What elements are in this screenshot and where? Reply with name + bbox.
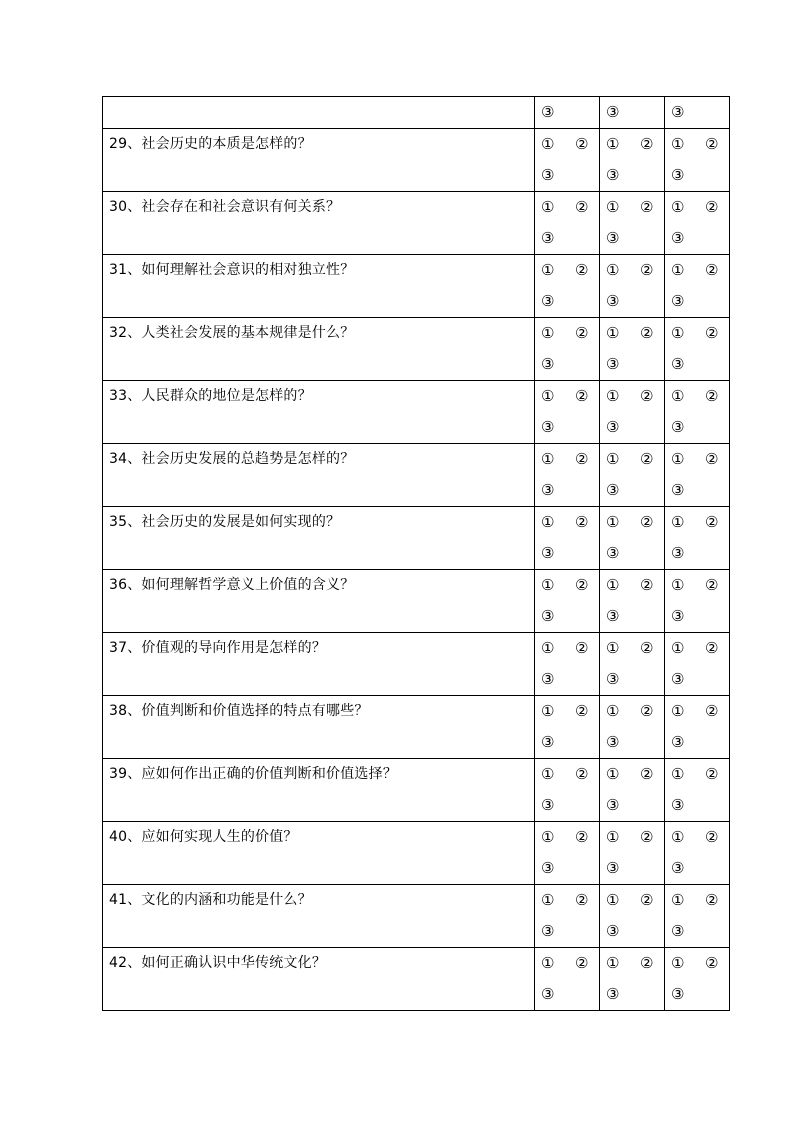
option-three-mark[interactable]: ③ bbox=[671, 859, 685, 877]
option-two-mark[interactable]: ② bbox=[705, 639, 719, 657]
option-two-mark[interactable]: ② bbox=[705, 954, 719, 972]
option-three-mark[interactable]: ③ bbox=[671, 103, 685, 121]
option-three-mark[interactable]: ③ bbox=[671, 166, 685, 184]
option-one-mark[interactable]: ① bbox=[541, 261, 555, 279]
option-one-mark[interactable]: ① bbox=[541, 576, 555, 594]
option-three-mark[interactable]: ③ bbox=[606, 418, 620, 436]
option-cell bbox=[535, 507, 600, 570]
option-three-mark[interactable]: ③ bbox=[606, 922, 620, 940]
question-cell bbox=[103, 885, 535, 948]
question-row bbox=[103, 381, 730, 444]
option-two-mark[interactable]: ② bbox=[640, 324, 654, 342]
question-cell bbox=[103, 948, 535, 1011]
option-two-mark[interactable]: ② bbox=[575, 954, 589, 972]
question-cell bbox=[103, 129, 535, 192]
option-two-mark[interactable]: ② bbox=[705, 702, 719, 720]
question-text: 40、应如何实现人生的价值？ bbox=[109, 829, 298, 845]
option-two-mark[interactable]: ② bbox=[705, 261, 719, 279]
question-row bbox=[103, 192, 730, 255]
option-one-mark[interactable]: ① bbox=[606, 828, 620, 846]
option-cell bbox=[535, 885, 600, 948]
option-two-mark[interactable]: ② bbox=[640, 513, 654, 531]
option-one-mark[interactable]: ① bbox=[541, 702, 555, 720]
option-one-mark[interactable]: ① bbox=[671, 828, 685, 846]
option-one-mark[interactable]: ① bbox=[671, 261, 685, 279]
option-one-mark[interactable]: ① bbox=[606, 135, 620, 153]
option-cell bbox=[600, 948, 665, 1011]
option-cell bbox=[600, 318, 665, 381]
option-two-mark[interactable]: ② bbox=[705, 513, 719, 531]
question-cell bbox=[103, 444, 535, 507]
option-one-mark[interactable]: ① bbox=[606, 387, 620, 405]
question-row bbox=[103, 633, 730, 696]
option-one-mark[interactable]: ① bbox=[671, 639, 685, 657]
question-row bbox=[103, 948, 730, 1011]
option-two-mark[interactable]: ② bbox=[705, 576, 719, 594]
continuation-question-cell bbox=[103, 97, 535, 129]
option-three-mark[interactable]: ③ bbox=[541, 166, 555, 184]
option-two-mark[interactable]: ② bbox=[640, 891, 654, 909]
option-three-mark[interactable]: ③ bbox=[606, 481, 620, 499]
option-cell bbox=[600, 507, 665, 570]
option-three-mark[interactable]: ③ bbox=[671, 670, 685, 688]
option-three-mark[interactable]: ③ bbox=[606, 229, 620, 247]
option-three-mark[interactable]: ③ bbox=[541, 229, 555, 247]
option-three-mark[interactable]: ③ bbox=[671, 607, 685, 625]
option-three-mark[interactable]: ③ bbox=[606, 670, 620, 688]
question-text: 41、文化的内涵和功能是什么？ bbox=[109, 892, 312, 908]
question-row bbox=[103, 318, 730, 381]
option-three-mark[interactable]: ③ bbox=[671, 418, 685, 436]
question-row bbox=[103, 570, 730, 633]
question-text: 34、社会历史发展的总趋势是怎样的？ bbox=[109, 451, 355, 467]
option-two-mark[interactable]: ② bbox=[640, 261, 654, 279]
option-three-mark[interactable]: ③ bbox=[606, 292, 620, 310]
option-three-mark[interactable]: ③ bbox=[671, 796, 685, 814]
option-cell bbox=[665, 444, 730, 507]
option-cell bbox=[535, 633, 600, 696]
option-three-mark[interactable]: ③ bbox=[541, 733, 555, 751]
option-one-mark[interactable]: ① bbox=[671, 576, 685, 594]
option-two-mark[interactable]: ② bbox=[640, 387, 654, 405]
option-cell bbox=[600, 192, 665, 255]
option-one-mark[interactable]: ① bbox=[671, 513, 685, 531]
question-text: 39、应如何作出正确的价值判断和价值选择？ bbox=[109, 766, 398, 782]
option-one-mark[interactable]: ① bbox=[671, 324, 685, 342]
option-cell bbox=[665, 885, 730, 948]
option-cell bbox=[535, 129, 600, 192]
option-two-mark[interactable]: ② bbox=[705, 765, 719, 783]
question-text: 42、如何正确认识中华传统文化？ bbox=[109, 955, 327, 971]
option-one-mark[interactable]: ① bbox=[671, 387, 685, 405]
question-row bbox=[103, 129, 730, 192]
option-one-mark[interactable]: ① bbox=[606, 576, 620, 594]
option-cell bbox=[665, 129, 730, 192]
option-one-mark[interactable]: ① bbox=[671, 198, 685, 216]
option-cell bbox=[600, 129, 665, 192]
option-cell bbox=[600, 759, 665, 822]
question-text: 32、人类社会发展的基本规律是什么？ bbox=[109, 325, 355, 341]
option-one-mark[interactable]: ① bbox=[606, 261, 620, 279]
option-three-mark[interactable]: ③ bbox=[606, 859, 620, 877]
option-three-mark[interactable]: ③ bbox=[671, 292, 685, 310]
question-cell bbox=[103, 192, 535, 255]
option-two-mark[interactable]: ② bbox=[640, 828, 654, 846]
option-cell bbox=[535, 759, 600, 822]
option-cell bbox=[535, 822, 600, 885]
option-cell bbox=[665, 633, 730, 696]
question-cell bbox=[103, 822, 535, 885]
option-two-mark[interactable]: ② bbox=[640, 135, 654, 153]
option-three-mark[interactable]: ③ bbox=[541, 103, 555, 121]
option-three-mark[interactable]: ③ bbox=[541, 607, 555, 625]
option-cell bbox=[600, 381, 665, 444]
option-one-mark[interactable]: ① bbox=[671, 450, 685, 468]
option-three-mark[interactable]: ③ bbox=[541, 922, 555, 940]
question-row bbox=[103, 696, 730, 759]
option-one-mark[interactable]: ① bbox=[606, 639, 620, 657]
question-text: 29、社会历史的本质是怎样的？ bbox=[109, 136, 312, 152]
option-three-mark[interactable]: ③ bbox=[606, 733, 620, 751]
option-one-mark[interactable]: ① bbox=[671, 954, 685, 972]
option-cell bbox=[600, 696, 665, 759]
option-two-mark[interactable]: ② bbox=[575, 576, 589, 594]
option-cell bbox=[535, 97, 600, 129]
option-one-mark[interactable]: ① bbox=[606, 450, 620, 468]
continuation-row bbox=[103, 97, 730, 129]
question-text: 37、价值观的导向作用是怎样的？ bbox=[109, 640, 327, 656]
option-cell bbox=[600, 633, 665, 696]
option-two-mark[interactable]: ② bbox=[575, 828, 589, 846]
option-cell bbox=[665, 507, 730, 570]
option-three-mark[interactable]: ③ bbox=[541, 859, 555, 877]
option-cell bbox=[600, 822, 665, 885]
option-cell bbox=[665, 192, 730, 255]
option-cell bbox=[600, 97, 665, 129]
option-three-mark[interactable]: ③ bbox=[541, 355, 555, 373]
option-two-mark[interactable]: ② bbox=[575, 387, 589, 405]
option-one-mark[interactable]: ① bbox=[541, 954, 555, 972]
option-two-mark[interactable]: ② bbox=[575, 135, 589, 153]
question-row bbox=[103, 507, 730, 570]
option-three-mark[interactable]: ③ bbox=[671, 355, 685, 373]
option-three-mark[interactable]: ③ bbox=[541, 985, 555, 1003]
option-cell bbox=[535, 696, 600, 759]
option-two-mark[interactable]: ② bbox=[575, 891, 589, 909]
option-three-mark[interactable]: ③ bbox=[541, 481, 555, 499]
option-three-mark[interactable]: ③ bbox=[606, 544, 620, 562]
option-two-mark[interactable]: ② bbox=[705, 198, 719, 216]
question-row bbox=[103, 444, 730, 507]
option-cell bbox=[665, 255, 730, 318]
option-cell bbox=[665, 318, 730, 381]
option-three-mark[interactable]: ③ bbox=[671, 733, 685, 751]
option-three-mark[interactable]: ③ bbox=[541, 670, 555, 688]
option-three-mark[interactable]: ③ bbox=[671, 481, 685, 499]
question-table-body bbox=[103, 97, 730, 1011]
option-two-mark[interactable]: ② bbox=[640, 765, 654, 783]
option-two-mark[interactable]: ② bbox=[705, 828, 719, 846]
option-two-mark[interactable]: ② bbox=[640, 954, 654, 972]
question-table bbox=[102, 96, 730, 1011]
option-one-mark[interactable]: ① bbox=[671, 702, 685, 720]
option-cell bbox=[535, 381, 600, 444]
option-cell bbox=[535, 444, 600, 507]
option-two-mark[interactable]: ② bbox=[705, 324, 719, 342]
option-two-mark[interactable]: ② bbox=[705, 135, 719, 153]
option-two-mark[interactable]: ② bbox=[575, 261, 589, 279]
option-two-mark[interactable]: ② bbox=[705, 891, 719, 909]
option-three-mark[interactable]: ③ bbox=[541, 796, 555, 814]
option-two-mark[interactable]: ② bbox=[575, 450, 589, 468]
question-cell bbox=[103, 633, 535, 696]
option-three-mark[interactable]: ③ bbox=[606, 607, 620, 625]
option-three-mark[interactable]: ③ bbox=[671, 922, 685, 940]
option-one-mark[interactable]: ① bbox=[541, 450, 555, 468]
question-cell bbox=[103, 696, 535, 759]
option-two-mark[interactable]: ② bbox=[705, 387, 719, 405]
option-one-mark[interactable]: ① bbox=[541, 387, 555, 405]
question-row bbox=[103, 885, 730, 948]
question-text: 38、价值判断和价值选择的特点有哪些？ bbox=[109, 703, 369, 719]
question-text: 36、如何理解哲学意义上价值的含义？ bbox=[109, 577, 355, 593]
option-cell bbox=[665, 822, 730, 885]
option-two-mark[interactable]: ② bbox=[640, 702, 654, 720]
option-one-mark[interactable]: ① bbox=[606, 702, 620, 720]
option-cell bbox=[535, 255, 600, 318]
option-three-mark[interactable]: ③ bbox=[606, 166, 620, 184]
option-cell bbox=[665, 948, 730, 1011]
option-cell bbox=[535, 318, 600, 381]
option-two-mark[interactable]: ② bbox=[575, 702, 589, 720]
option-three-mark[interactable]: ③ bbox=[606, 355, 620, 373]
option-three-mark[interactable]: ③ bbox=[671, 985, 685, 1003]
option-cell bbox=[600, 255, 665, 318]
question-text: 35、社会历史的发展是如何实现的？ bbox=[109, 514, 341, 530]
question-text: 30、社会存在和社会意识有何关系？ bbox=[109, 199, 341, 215]
option-two-mark[interactable]: ② bbox=[575, 513, 589, 531]
option-three-mark[interactable]: ③ bbox=[541, 292, 555, 310]
option-one-mark[interactable]: ① bbox=[541, 198, 555, 216]
question-text: 33、人民群众的地位是怎样的？ bbox=[109, 388, 312, 404]
option-two-mark[interactable]: ② bbox=[640, 450, 654, 468]
option-one-mark[interactable]: ① bbox=[606, 891, 620, 909]
option-one-mark[interactable]: ① bbox=[541, 765, 555, 783]
question-cell bbox=[103, 570, 535, 633]
option-cell bbox=[600, 444, 665, 507]
option-three-mark[interactable]: ③ bbox=[541, 418, 555, 436]
question-cell bbox=[103, 255, 535, 318]
option-one-mark[interactable]: ① bbox=[541, 513, 555, 531]
option-cell bbox=[665, 381, 730, 444]
option-two-mark[interactable]: ② bbox=[705, 450, 719, 468]
option-one-mark[interactable]: ① bbox=[541, 828, 555, 846]
option-one-mark[interactable]: ① bbox=[671, 135, 685, 153]
option-one-mark[interactable]: ① bbox=[541, 639, 555, 657]
option-two-mark[interactable]: ② bbox=[640, 639, 654, 657]
option-cell bbox=[535, 948, 600, 1011]
question-row bbox=[103, 822, 730, 885]
option-two-mark[interactable]: ② bbox=[575, 639, 589, 657]
option-two-mark[interactable]: ② bbox=[575, 765, 589, 783]
option-three-mark[interactable]: ③ bbox=[606, 985, 620, 1003]
option-one-mark[interactable]: ① bbox=[606, 954, 620, 972]
question-cell bbox=[103, 381, 535, 444]
option-one-mark[interactable]: ① bbox=[606, 324, 620, 342]
question-row bbox=[103, 759, 730, 822]
option-one-mark[interactable]: ① bbox=[671, 765, 685, 783]
option-three-mark[interactable]: ③ bbox=[541, 544, 555, 562]
option-three-mark[interactable]: ③ bbox=[606, 796, 620, 814]
option-two-mark[interactable]: ② bbox=[640, 198, 654, 216]
option-one-mark[interactable]: ① bbox=[606, 198, 620, 216]
option-cell bbox=[535, 192, 600, 255]
option-two-mark[interactable]: ② bbox=[640, 576, 654, 594]
option-one-mark[interactable]: ① bbox=[541, 135, 555, 153]
option-one-mark[interactable]: ① bbox=[541, 324, 555, 342]
option-cell bbox=[600, 885, 665, 948]
question-cell bbox=[103, 759, 535, 822]
question-cell bbox=[103, 318, 535, 381]
option-cell bbox=[665, 759, 730, 822]
option-three-mark[interactable]: ③ bbox=[671, 544, 685, 562]
option-three-mark[interactable]: ③ bbox=[671, 229, 685, 247]
question-cell bbox=[103, 507, 535, 570]
option-cell bbox=[665, 570, 730, 633]
question-text: 31、如何理解社会意识的相对独立性？ bbox=[109, 262, 355, 278]
option-cell bbox=[600, 570, 665, 633]
option-one-mark[interactable]: ① bbox=[606, 513, 620, 531]
option-cell bbox=[535, 570, 600, 633]
option-cell bbox=[665, 696, 730, 759]
option-one-mark[interactable]: ① bbox=[541, 891, 555, 909]
option-three-mark[interactable]: ③ bbox=[606, 103, 620, 121]
option-one-mark[interactable]: ① bbox=[671, 891, 685, 909]
option-two-mark[interactable]: ② bbox=[575, 324, 589, 342]
option-two-mark[interactable]: ② bbox=[575, 198, 589, 216]
question-row bbox=[103, 255, 730, 318]
option-cell bbox=[665, 97, 730, 129]
option-one-mark[interactable]: ① bbox=[606, 765, 620, 783]
